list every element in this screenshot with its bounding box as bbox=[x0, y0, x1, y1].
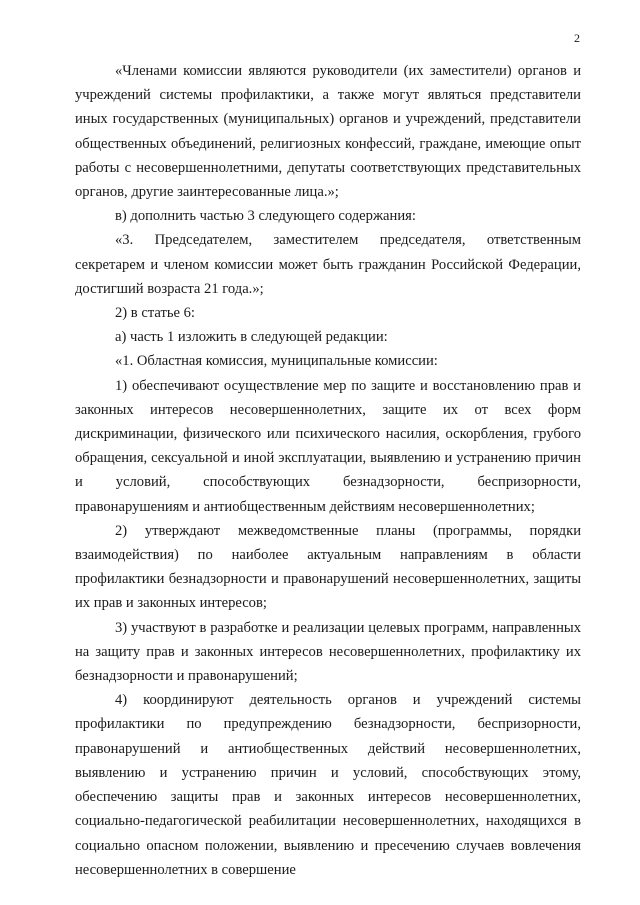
paragraph-article-6: 2) в статье 6: bbox=[115, 305, 195, 322]
paragraph-members: «Членами комиссии являются руководители (их заместители) органов и учреждений системы профилактики, а также могут являться представители иных государственных (муниципальных) органов и учреждений, представители общественных объединений, религиозных конфессий, граждане, имеющие опыт работы с несовершеннолетними, депутаты соответствующих представительных органов, другие заинтересованные лица.»; bbox=[75, 63, 581, 201]
paragraph-chairman-age: «3. Председателем, заместителем председателя, ответственным секретарем и членом комиссии может быть гражданин Российской Федерации, достигший возраста 21 года.»; bbox=[75, 232, 581, 297]
paragraph-part-1-edit: а) часть 1 изложить в следующей редакции: bbox=[115, 329, 388, 346]
paragraph-item-4: 4) координируют деятельность органов и учреждений системы профилактики по предупреждению безнадзорности, беспризорности, правонарушений и антиобщественных действий несовершеннолетних, выявлению и устранению причин и условий, способствующих этому, обеспечению защиты прав и законных интересов несовершеннолетних, социально-педагогической реабилитации несовершеннолетних, находящихся в социально опасном положении, выявлению и пресечению случаев вовлечения несовершеннолетних в совершение bbox=[75, 692, 581, 878]
paragraph-item-1: 1) обеспечивают осуществление мер по защите и восстановлению прав и законных интересов несовершеннолетних, защите их от всех форм дискриминации, физического или психического насилия, оскорбления, грубого обращения, сексуальной и иной эксплуатации, выявлению и устранению причин и условий, способствующих безнадзорности, беспризорности, правонарушениям и антиобщественным действиям несовершеннолетних; bbox=[75, 377, 581, 515]
document-body bbox=[75, 59, 581, 882]
page-number: 2 bbox=[574, 31, 580, 45]
paragraph-commissions: «1. Областная комиссия, муниципальные комиссии: bbox=[115, 353, 438, 370]
paragraph-item-2: 2) утверждают межведомственные планы (программы, порядки взаимодействия) по наиболее актуальным направлениям в области профилактики безнадзорности и правонарушений несовершеннолетних, защиты их прав и законных интересов; bbox=[75, 522, 581, 612]
paragraph-item-3: 3) участвуют в разработке и реализации целевых программ, направленных на защиту прав и законных интересов несовершеннолетних, профилактику их безнадзорности и правонарушений; bbox=[75, 619, 581, 685]
paragraph-add-part-3: в) дополнить частью 3 следующего содержания: bbox=[115, 208, 416, 225]
